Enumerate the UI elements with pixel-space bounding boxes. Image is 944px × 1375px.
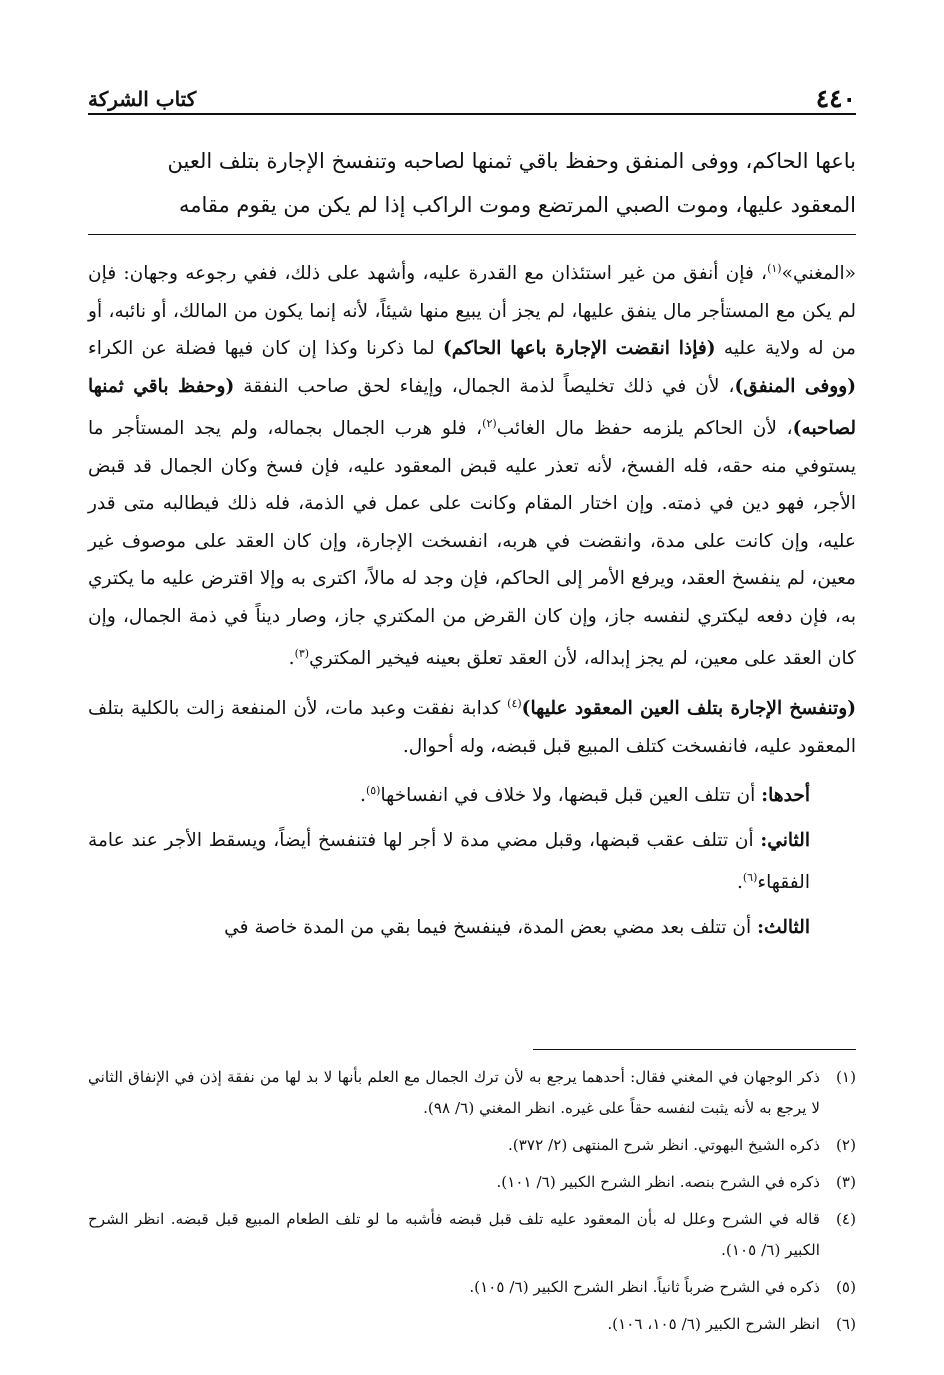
- main-text-divider: [88, 234, 856, 235]
- footnote-marker: (٢): [482, 417, 497, 431]
- quoted-matn: (وتنفسخ الإجارة بتلف العين المعقود عليها): [521, 698, 856, 720]
- text-run: كدابة نفقت وعبد مات، لأن المنفعة زالت بالكلية بتلف المعقود عليه، فانفسخت كتلف المبيع قبل قبضه، وله أحوال.: [88, 698, 856, 757]
- footnote-number: (٥): [835, 1278, 856, 1296]
- main-text: [88, 139, 856, 227]
- text-run: ، لأن الحاكم يلزمه حفظ مال الغائب: [496, 418, 793, 440]
- footnote-marker: (١): [767, 262, 782, 275]
- footnote-marker: (٦): [742, 871, 758, 885]
- book-title: كتاب الشركة: [88, 87, 197, 111]
- quoted-matn: (ووفى المنفق): [734, 375, 856, 397]
- footnote: [88, 1272, 856, 1303]
- case-label: أحدها:: [761, 785, 810, 807]
- footnote: [88, 1204, 856, 1266]
- text-run: لما ذكرنا وكذا إن كان فيها فضلة عن الكراء: [88, 338, 443, 360]
- quoted-matn: (وحفظ باقي ثمنها لصاحبه): [88, 375, 856, 440]
- footnote-text: ذكر الوجهان في المغني فقال: أحدهما يرجع به لأن ترك الجمال مع العلم بأنها لا بد لها من نفقة إذن في الإنفاق الثاني لا يرجع به لأنه يثبت لنفسه حقاً على غيره. انظر المغني (٦/ ٩٨).: [88, 1068, 820, 1117]
- footnote: [88, 1062, 856, 1124]
- text-run: .: [288, 648, 295, 670]
- text-run: «المغني»: [781, 263, 856, 285]
- footnote-text: ذكره في الشرح بنصه. انظر الشرح الكبير (٦/ ١٠١).: [496, 1173, 820, 1191]
- case-label: الثاني:: [760, 829, 810, 851]
- case-paragraph: [88, 772, 856, 815]
- text-run: أن تتلف عقب قبضها، وقبل مضي مدة لا أجر لها فتنفسخ أيضاً، ويسقط الأجر عند عامة الفقهاء: [88, 829, 810, 894]
- text-run: ، فإن أنفق من غير استئذان مع القدرة عليه، وأشهد على ذلك، ففي رجوعه وجهان: فإن لم يكن مع المستأجر مال ينفق عليها، لم يجز أن يبيع منها شيئاً، لأنه إنما يكون من المالك، أو نائبه، أو من له ولاية عليه: [88, 263, 856, 360]
- footnotes: [88, 1062, 856, 1346]
- footnote-number: (٣): [835, 1173, 856, 1191]
- footnote-marker: (٥): [365, 784, 381, 798]
- footnote-marker: (٣): [294, 647, 310, 661]
- commentary-paragraph: [88, 250, 856, 678]
- footnote-number: (٤): [835, 1210, 856, 1228]
- text-run: .: [360, 785, 366, 807]
- commentary: [88, 250, 856, 947]
- header-divider: [88, 113, 856, 115]
- footnote-text: ذكره الشيخ البهوتي. انظر شرح المنتهى (٢/ ٣٧٢).: [507, 1136, 820, 1154]
- page-number: ٤٤٠: [815, 84, 856, 113]
- footnote: [88, 1167, 856, 1198]
- commentary-paragraph: [88, 685, 856, 765]
- running-header: [88, 84, 856, 114]
- text-run: ، فلو هرب الجمال بجماله، ولم يجد المستأجر ما يستوفي منه حقه، فله الفسخ، لأنه تعذر عليه قبض المعقود عليه، فإن فسخ وكان الجمال قد قبض الأجر، فهو دين في ذمته. وإن اختار المقام وكانت على عمل في الذمة، فله ذلك فيطالبه متى قدر عليه، وإن كانت على مدة، وانقضت في هربه، انفسخت الإجارة، وإن كان العقد على موصوف غير معين، لم ينفسخ العقد، ويرفع الأمر إلى الحاكم، فإن وجد له مالاً، اكترى به وإلا اقترض عليه ما يكتري به، فإن دفعه ليكتري لنفسه جاز، وإن كان القرض من المكتري جاز، وصار ديناً في ذمة الجمال، وإن كان العقد على معين، لم يجز إبداله، لأن العقد تعلق بعينه فيخير المكتري: [88, 418, 856, 670]
- main-text-line: باعها الحاكم، ووفى المنفق وحفظ باقي ثمنها لصاحبه وتنفسخ الإجارة بتلف العين: [167, 149, 856, 173]
- footnotes-divider: [533, 1049, 856, 1050]
- main-text-line: المعقود عليها، وموت الصبي المرتضع وموت الراكب إذا لم يكن من يقوم مقامه: [178, 193, 856, 217]
- footnote-number: (١): [835, 1068, 856, 1086]
- text-run: ، لأن في ذلك تخليصاً لذمة الجمال، وإيفاء لحق صاحب النفقة: [234, 375, 735, 397]
- footnote-marker: (٤): [507, 697, 522, 711]
- footnote-text: قاله في الشرح وعلل له بأن المعقود عليه تلف قبل قبضه فأشبه ما لو تلف الطعام المبيع قبل قبضه. انظر الشرح الكبير (٦/ ١٠٥).: [88, 1210, 820, 1259]
- case-paragraph: [88, 909, 856, 947]
- text-run: أن تتلف بعد مضي بعض المدة، فينفسخ فيما بقي من المدة خاصة في: [224, 917, 758, 939]
- footnote-text: ذكره في الشرح ضرباً ثانياً. انظر الشرح الكبير (٦/ ١٠٥).: [469, 1278, 820, 1296]
- case-paragraph: [88, 822, 856, 902]
- text-run: أن تتلف العين قبل قبضها، ولا خلاف في انفساخها: [380, 785, 762, 807]
- text-run: .: [736, 872, 743, 894]
- footnote: [88, 1130, 856, 1161]
- footnote: [88, 1309, 856, 1340]
- footnote-number: (٦): [835, 1315, 856, 1333]
- quoted-matn: (فإذا انقضت الإجارة باعها الحاكم): [442, 338, 716, 360]
- footnote-text: انظر الشرح الكبير (٦/ ١٠٥، ١٠٦).: [607, 1315, 820, 1333]
- footnote-number: (٢): [835, 1136, 856, 1154]
- case-label: الثالث:: [757, 917, 810, 939]
